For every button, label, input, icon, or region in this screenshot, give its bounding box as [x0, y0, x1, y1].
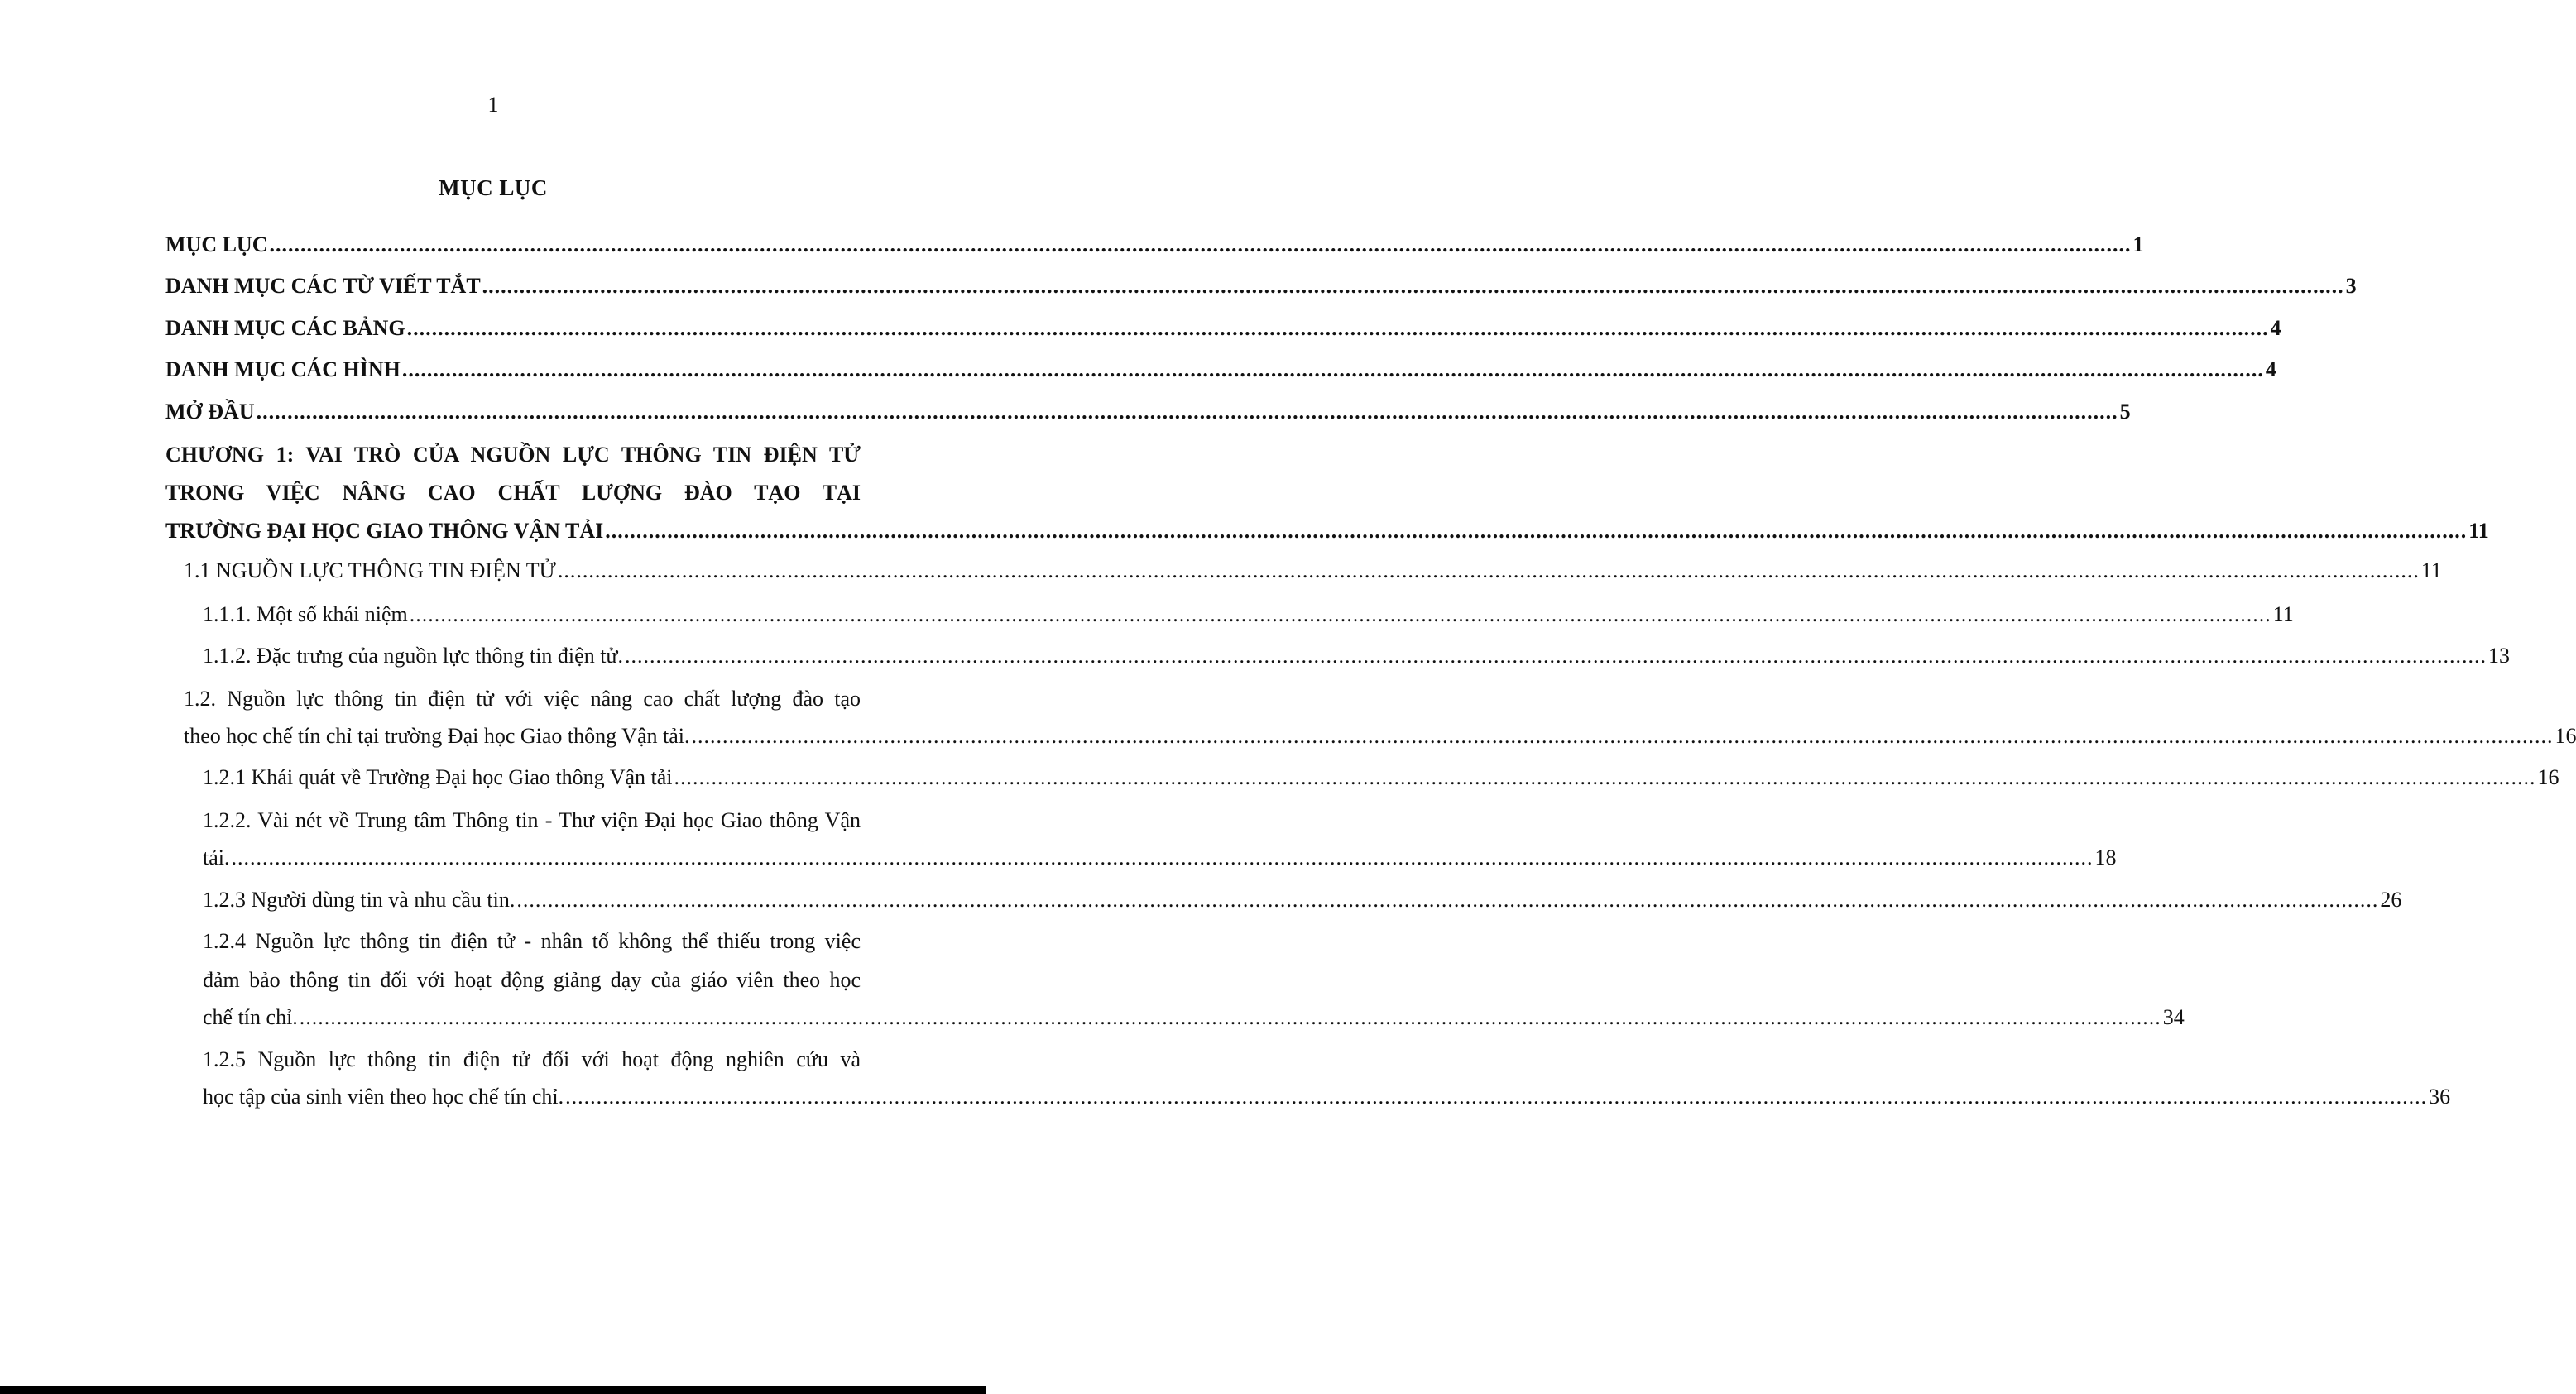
toc-entry-text-line: TRONG VIỆC NÂNG CAO CHẤT LƯỢNG ĐÀO TẠO TẠI — [165, 481, 861, 505]
toc-page-number: 34 — [2162, 1005, 2185, 1029]
dot-leader: ............................................................................................................................................................................................................................................................................................................ — [516, 888, 2379, 912]
toc-entry-text-line: 1.2.2. Vài nét về Trung tâm Thông tin - Thư viện Đại học Giao thông Vận — [203, 808, 861, 832]
toc-page-number: 11 — [2272, 602, 2294, 626]
dot-leader: ............................................................................................................................................................................................................................................................................................................ — [409, 602, 2271, 626]
toc-entry-text-line: 1.1 NGUỒN LỰC THÔNG TIN ĐIỆN TỬ — [184, 558, 556, 582]
toc-entry-text-line: MỞ ĐẦU — [165, 400, 255, 424]
toc-page-number: 26 — [2380, 888, 2402, 912]
dot-leader: ............................................................................................................................................................................................................................................................................................................ — [299, 1005, 2161, 1029]
toc-page-number: 18 — [2094, 846, 2117, 869]
dot-leader: ............................................................................................................................................................................................................................................................................................................ — [557, 558, 2420, 582]
toc-entry-text-line: 1.2.1 Khái quát về Trường Đại học Giao thông Vận tải — [203, 765, 673, 789]
toc-page-number: 5 — [2119, 400, 2131, 424]
toc-entry-text-line: MỤC LỤC — [165, 232, 268, 256]
toc-entry-text-line: học tập của sinh viên theo học chế tín chỉ. — [203, 1085, 564, 1109]
toc-entry-text-line: 1.1.1. Một số khái niệm — [203, 602, 408, 626]
toc-page-number: 16 — [2554, 724, 2576, 748]
dot-leader: ............................................................................................................................................................................................................................................................................................................ — [269, 232, 2132, 256]
toc-entry-text-line: CHƯƠNG 1: VAI TRÒ CỦA NGUỒN LỰC THÔNG TIN ĐIỆN TỬ — [165, 443, 861, 467]
dot-leader: ............................................................................................................................................................................................................................................................................................................ — [401, 357, 2264, 381]
dot-leader: ............................................................................................................................................................................................................................................................................................................ — [691, 724, 2554, 748]
toc-entry-text-line: DANH MỤC CÁC BẢNG — [165, 316, 405, 340]
toc-page-number: 4 — [2265, 357, 2276, 381]
dot-leader: ............................................................................................................................................................................................................................................................................................................ — [482, 274, 2344, 298]
toc-entry-text-line: DANH MỤC CÁC HÌNH — [165, 357, 401, 381]
dot-leader: ............................................................................................................................................................................................................................................................................................................ — [625, 644, 2487, 668]
dot-leader: ............................................................................................................................................................................................................................................................................................................ — [231, 846, 2094, 869]
toc-page-number: 11 — [2420, 558, 2442, 582]
toc-entry-text-line: tải. — [203, 846, 230, 869]
toc-page-number: 13 — [2488, 644, 2511, 668]
toc-entry-text-line: TRƯỜNG ĐẠI HỌC GIAO THÔNG VẬN TẢI — [165, 519, 604, 543]
toc-entry-text-line: 1.2.3 Người dùng tin và nhu cầu tin. — [203, 888, 516, 912]
toc-entry-text-line: DANH MỤC CÁC TỪ VIẾT TẮT — [165, 274, 481, 298]
toc-entry-text-line: 1.2.4 Nguồn lực thông tin điện tử - nhân tố không thể thiếu trong việc — [203, 929, 861, 953]
bottom-border — [0, 1386, 986, 1394]
toc-page-number: 3 — [2345, 274, 2357, 298]
toc-entry-text-line: theo học chế tín chỉ tại trường Đại học Giao thông Vận tải. — [184, 724, 690, 748]
dot-leader: ............................................................................................................................................................................................................................................................................................................ — [605, 519, 2468, 543]
toc-entry-text-line: 1.2. Nguồn lực thông tin điện tử với việc nâng cao chất lượng đào tạo — [184, 687, 861, 711]
dot-leader: ............................................................................................................................................................................................................................................................................................................ — [565, 1085, 2428, 1109]
toc-entry-text-line: 1.1.2. Đặc trưng của nguồn lực thông tin điện tử. — [203, 644, 624, 668]
toc-page-number: 4 — [2270, 316, 2281, 340]
toc-entry-text-line: đảm bảo thông tin đối với hoạt động giảng dạy của giáo viên theo học — [203, 968, 861, 992]
toc-page-number: 16 — [2537, 765, 2559, 789]
dot-leader: ............................................................................................................................................................................................................................................................................................................ — [256, 400, 2118, 424]
toc-entry-text-line: chế tín chỉ. — [203, 1005, 298, 1029]
dot-leader: ............................................................................................................................................................................................................................................................................................................ — [406, 316, 2269, 340]
toc-page-number: 1 — [2132, 232, 2144, 256]
toc-page-number: 36 — [2429, 1085, 2451, 1109]
page-title: MỤC LỤC — [439, 175, 548, 200]
toc-entry-text-line: 1.2.5 Nguồn lực thông tin điện tử đối với hoạt động nghiên cứu và — [203, 1047, 861, 1071]
page-number: 1 — [487, 93, 499, 117]
dot-leader: ............................................................................................................................................................................................................................................................................................................ — [674, 765, 2536, 789]
toc-page-number: 11 — [2468, 519, 2489, 543]
